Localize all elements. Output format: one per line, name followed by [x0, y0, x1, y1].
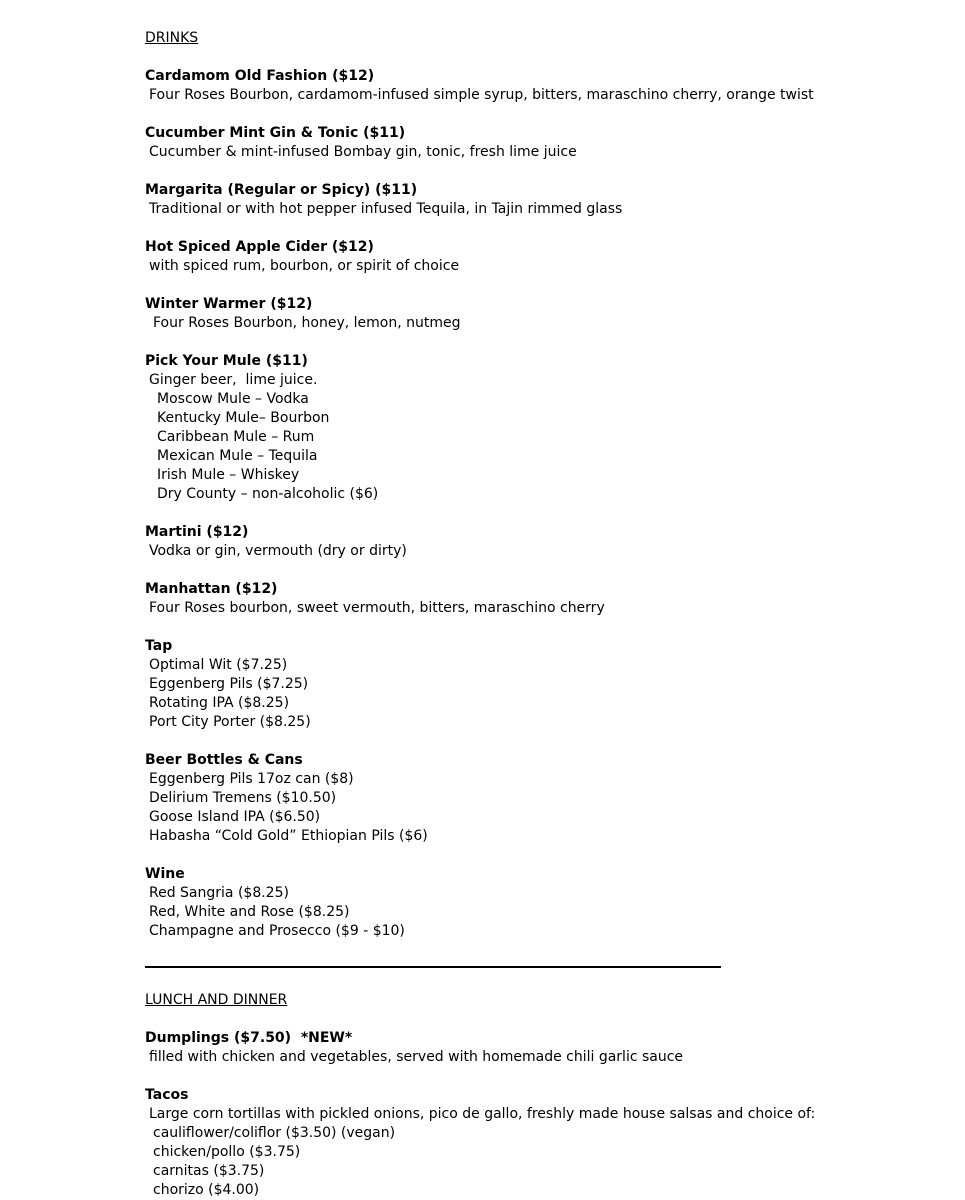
item-description: Cucumber & mint-infused Bombay gin, tonic, fresh lime juice — [149, 144, 577, 160]
item-description: Ginger beer, lime juice. — [149, 372, 318, 388]
item-description: with spiced rum, bourbon, or spirit of choice — [149, 258, 460, 274]
tap-item: Optimal Wit ($7.25) — [149, 657, 288, 673]
wine-item: Red Sangria ($8.25) — [149, 885, 289, 901]
drinks-heading: DRINKS — [145, 30, 199, 46]
item-title: Beer Bottles & Cans — [145, 752, 303, 768]
item-description: filled with chicken and vegetables, served with homemade chili garlic sauce — [149, 1049, 684, 1065]
item-description: Large corn tortillas with pickled onions, pico de gallo, freshly made house salsas and choice of: — [149, 1106, 816, 1122]
item-description: Vodka or gin, vermouth (dry or dirty) — [149, 543, 407, 559]
taco-option: chicken/pollo ($3.75) — [153, 1144, 301, 1160]
item-title: Pick Your Mule ($11) — [145, 353, 308, 369]
item-title: Margarita (Regular or Spicy) ($11) — [145, 182, 418, 198]
mule-option: Dry County – non-alcoholic ($6) — [157, 486, 379, 502]
item-description: Traditional or with hot pepper infused Tequila, in Tajin rimmed glass — [149, 201, 623, 217]
menu-document — [145, 29, 945, 1200]
item-description: Four Roses Bourbon, cardamom-infused simple syrup, bitters, maraschino cherry, orange twist — [149, 87, 814, 103]
mule-option: Irish Mule – Whiskey — [157, 467, 300, 483]
tap-item: Eggenberg Pils ($7.25) — [149, 676, 309, 692]
bottle-item: Eggenberg Pils 17oz can ($8) — [149, 771, 354, 787]
bottle-item: Habasha “Cold Gold” Ethiopian Pils ($6) — [149, 828, 428, 844]
section-divider — [145, 966, 721, 968]
item-title: Martini ($12) — [145, 524, 249, 540]
mule-option: Mexican Mule – Tequila — [157, 448, 318, 464]
taco-option: carnitas ($3.75) — [153, 1163, 265, 1179]
item-title: Dumplings ($7.50) *NEW* — [145, 1030, 353, 1046]
bottle-item: Delirium Tremens ($10.50) — [149, 790, 337, 806]
item-title: Manhattan ($12) — [145, 581, 278, 597]
item-description: Four Roses bourbon, sweet vermouth, bitters, maraschino cherry — [149, 600, 605, 616]
taco-option: chorizo ($4.00) — [153, 1182, 260, 1198]
bottle-item: Goose Island IPA ($6.50) — [149, 809, 321, 825]
wine-item: Red, White and Rose ($8.25) — [149, 904, 350, 920]
tap-item: Rotating IPA ($8.25) — [149, 695, 290, 711]
mule-option: Kentucky Mule– Bourbon — [157, 410, 330, 426]
item-title: Winter Warmer ($12) — [145, 296, 313, 312]
item-title: Tacos — [145, 1087, 189, 1103]
mule-option: Caribbean Mule – Rum — [157, 429, 315, 445]
item-title: Cucumber Mint Gin & Tonic ($11) — [145, 125, 406, 141]
mule-option: Moscow Mule – Vodka — [157, 391, 309, 407]
item-title: Cardamom Old Fashion ($12) — [145, 68, 375, 84]
wine-item: Champagne and Prosecco ($9 - $10) — [149, 923, 405, 939]
taco-option: cauliflower/coliflor ($3.50) (vegan) — [153, 1125, 396, 1141]
item-description: Four Roses Bourbon, honey, lemon, nutmeg — [153, 315, 461, 331]
lunch-dinner-heading: LUNCH AND DINNER — [145, 992, 288, 1008]
item-title: Tap — [145, 638, 173, 654]
item-title: Wine — [145, 866, 185, 882]
tap-item: Port City Porter ($8.25) — [149, 714, 311, 730]
item-title: Hot Spiced Apple Cider ($12) — [145, 239, 374, 255]
